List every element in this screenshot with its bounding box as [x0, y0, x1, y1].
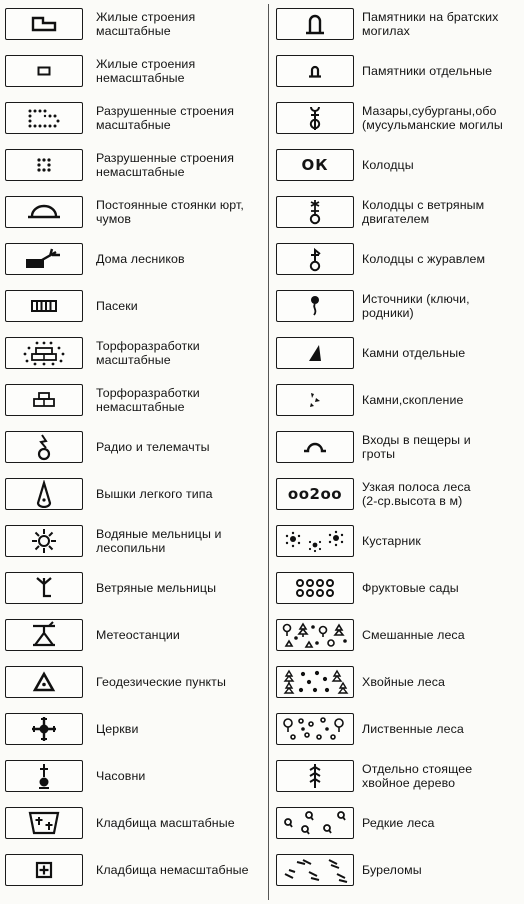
legend-row	[0, 329, 270, 373]
legend-row	[0, 282, 270, 326]
legend-label: Пасеки	[96, 299, 138, 313]
legend-label: Ветряные мельницы	[96, 581, 217, 595]
legend-label: Фруктовые сады	[362, 581, 459, 595]
legend-row	[268, 0, 524, 44]
legend-row	[0, 564, 270, 608]
legend-label: Церкви	[96, 722, 139, 736]
legend-label: Водяные мельницы и лесопильни	[96, 527, 222, 555]
legend-row	[0, 470, 270, 514]
legend-label: Геодезические пункты	[96, 675, 226, 689]
legend-row	[268, 141, 524, 185]
legend-label: Жилые строения немасштабные	[96, 57, 196, 85]
legend-row	[0, 799, 270, 843]
crane-well-icon	[276, 243, 354, 275]
legend-label: Колодцы с журавлем	[362, 252, 486, 266]
legend-label: Камни отдельные	[362, 346, 466, 360]
forest-strip-icon	[276, 478, 354, 510]
legend-row	[0, 235, 270, 279]
well-icon-text: ОК	[301, 156, 329, 174]
legend-row	[268, 282, 524, 326]
legend-label: Хвойные леса	[362, 675, 446, 689]
legend-row	[0, 188, 270, 232]
radio-mast-icon	[5, 431, 83, 463]
mass-grave-monument-icon	[276, 8, 354, 40]
legend-row	[0, 376, 270, 420]
legend-label: Кустарник	[362, 534, 421, 548]
legend-label: Разрушенные строения масштабные	[96, 104, 235, 132]
apiary-icon	[5, 290, 83, 322]
legend-label: Часовни	[96, 769, 146, 783]
geodetic-point-icon	[5, 666, 83, 698]
legend-row	[268, 846, 524, 890]
legend-row	[0, 705, 270, 749]
wind-well-icon	[276, 196, 354, 228]
yurt-icon	[5, 196, 83, 228]
legend-row	[0, 517, 270, 561]
legend-label: Буреломы	[362, 863, 422, 877]
legend-row	[268, 235, 524, 279]
legend-label: Торфоразработки масштабные	[96, 339, 200, 367]
legend-row	[0, 423, 270, 467]
legend-row	[0, 141, 270, 185]
cave-entrance-icon	[276, 431, 354, 463]
forester-house-icon	[5, 243, 83, 275]
legend-label: Смешанные леса	[362, 628, 465, 642]
lone-conifer-icon	[276, 760, 354, 792]
monument-icon	[276, 55, 354, 87]
legend-label: Разрушенные строения немасштабные	[96, 151, 235, 179]
legend-label: Вышки легкого типа	[96, 487, 213, 501]
peat-scale-icon	[5, 337, 83, 369]
conifer-forest-icon	[276, 666, 354, 698]
forest-strip-icon-text: оо2оо	[287, 485, 343, 503]
rock-icon	[276, 337, 354, 369]
legend-row	[268, 517, 524, 561]
legend-label: Памятники отдельные	[362, 64, 493, 78]
water-mill-icon	[5, 525, 83, 557]
legend-row	[0, 94, 270, 138]
light-tower-icon	[5, 478, 83, 510]
orchard-icon	[276, 572, 354, 604]
legend-label: Источники (ключи, родники)	[362, 292, 470, 320]
dotted-building-icon	[5, 102, 83, 134]
legend-row	[268, 611, 524, 655]
legend-label: Памятники на братских могилах	[362, 10, 499, 38]
legend-row	[0, 658, 270, 702]
legend-label: Жилые строения масштабные	[96, 10, 196, 38]
church-icon	[5, 713, 83, 745]
well-icon	[276, 149, 354, 181]
cemetery-scale-icon	[5, 807, 83, 839]
legend-row	[268, 705, 524, 749]
legend-row	[268, 470, 524, 514]
legend-label: Лиственные леса	[362, 722, 464, 736]
legend-row	[268, 423, 524, 467]
legend-row	[268, 94, 524, 138]
mazar-icon	[276, 102, 354, 134]
windfall-icon	[276, 854, 354, 886]
legend-row	[0, 846, 270, 890]
legend-label: Кладбища немасштабные	[96, 863, 249, 877]
legend-label: Метеостанции	[96, 628, 180, 642]
legend-label: Радио и телемачты	[96, 440, 210, 454]
legend-label: Узкая полоса леса (2-ср.высота в м)	[362, 480, 471, 508]
sparse-forest-icon	[276, 807, 354, 839]
legend-label: Кладбища масштабные	[96, 816, 235, 830]
legend-row	[0, 611, 270, 655]
windmill-icon	[5, 572, 83, 604]
legend-label: Дома лесников	[96, 252, 185, 266]
weather-station-icon	[5, 619, 83, 651]
legend-row	[0, 0, 270, 44]
dot-grid-icon	[5, 149, 83, 181]
cemetery-small-icon	[5, 854, 83, 886]
legend-row	[0, 47, 270, 91]
legend-row	[268, 188, 524, 232]
legend-row	[268, 376, 524, 420]
shrub-icon	[276, 525, 354, 557]
legend-label: Колодцы	[362, 158, 414, 172]
legend-label: Мазары,субурганы,обо (мусульманские могилы	[362, 104, 503, 132]
peat-small-icon	[5, 384, 83, 416]
legend-row	[268, 329, 524, 373]
deciduous-forest-icon	[276, 713, 354, 745]
legend-label: Колодцы с ветряным двигателем	[362, 198, 485, 226]
legend-row	[268, 799, 524, 843]
legend-label: Редкие леса	[362, 816, 435, 830]
legend-label: Отдельно стоящее хвойное дерево	[362, 762, 473, 790]
legend-row	[268, 658, 524, 702]
legend-row	[268, 564, 524, 608]
house-icon	[5, 8, 83, 40]
legend-row	[268, 752, 524, 796]
small-rectangle-icon	[5, 55, 83, 87]
legend-label: Камни,скопление	[362, 393, 464, 407]
legend-label: Торфоразработки немасштабные	[96, 386, 200, 414]
rock-cluster-icon	[276, 384, 354, 416]
legend-row	[268, 47, 524, 91]
legend-label: Входы в пещеры и гроты	[362, 433, 471, 461]
legend-label: Постоянные стоянки юрт, чумов	[96, 198, 244, 226]
spring-icon	[276, 290, 354, 322]
mixed-forest-icon	[276, 619, 354, 651]
legend-row	[0, 752, 270, 796]
chapel-icon	[5, 760, 83, 792]
